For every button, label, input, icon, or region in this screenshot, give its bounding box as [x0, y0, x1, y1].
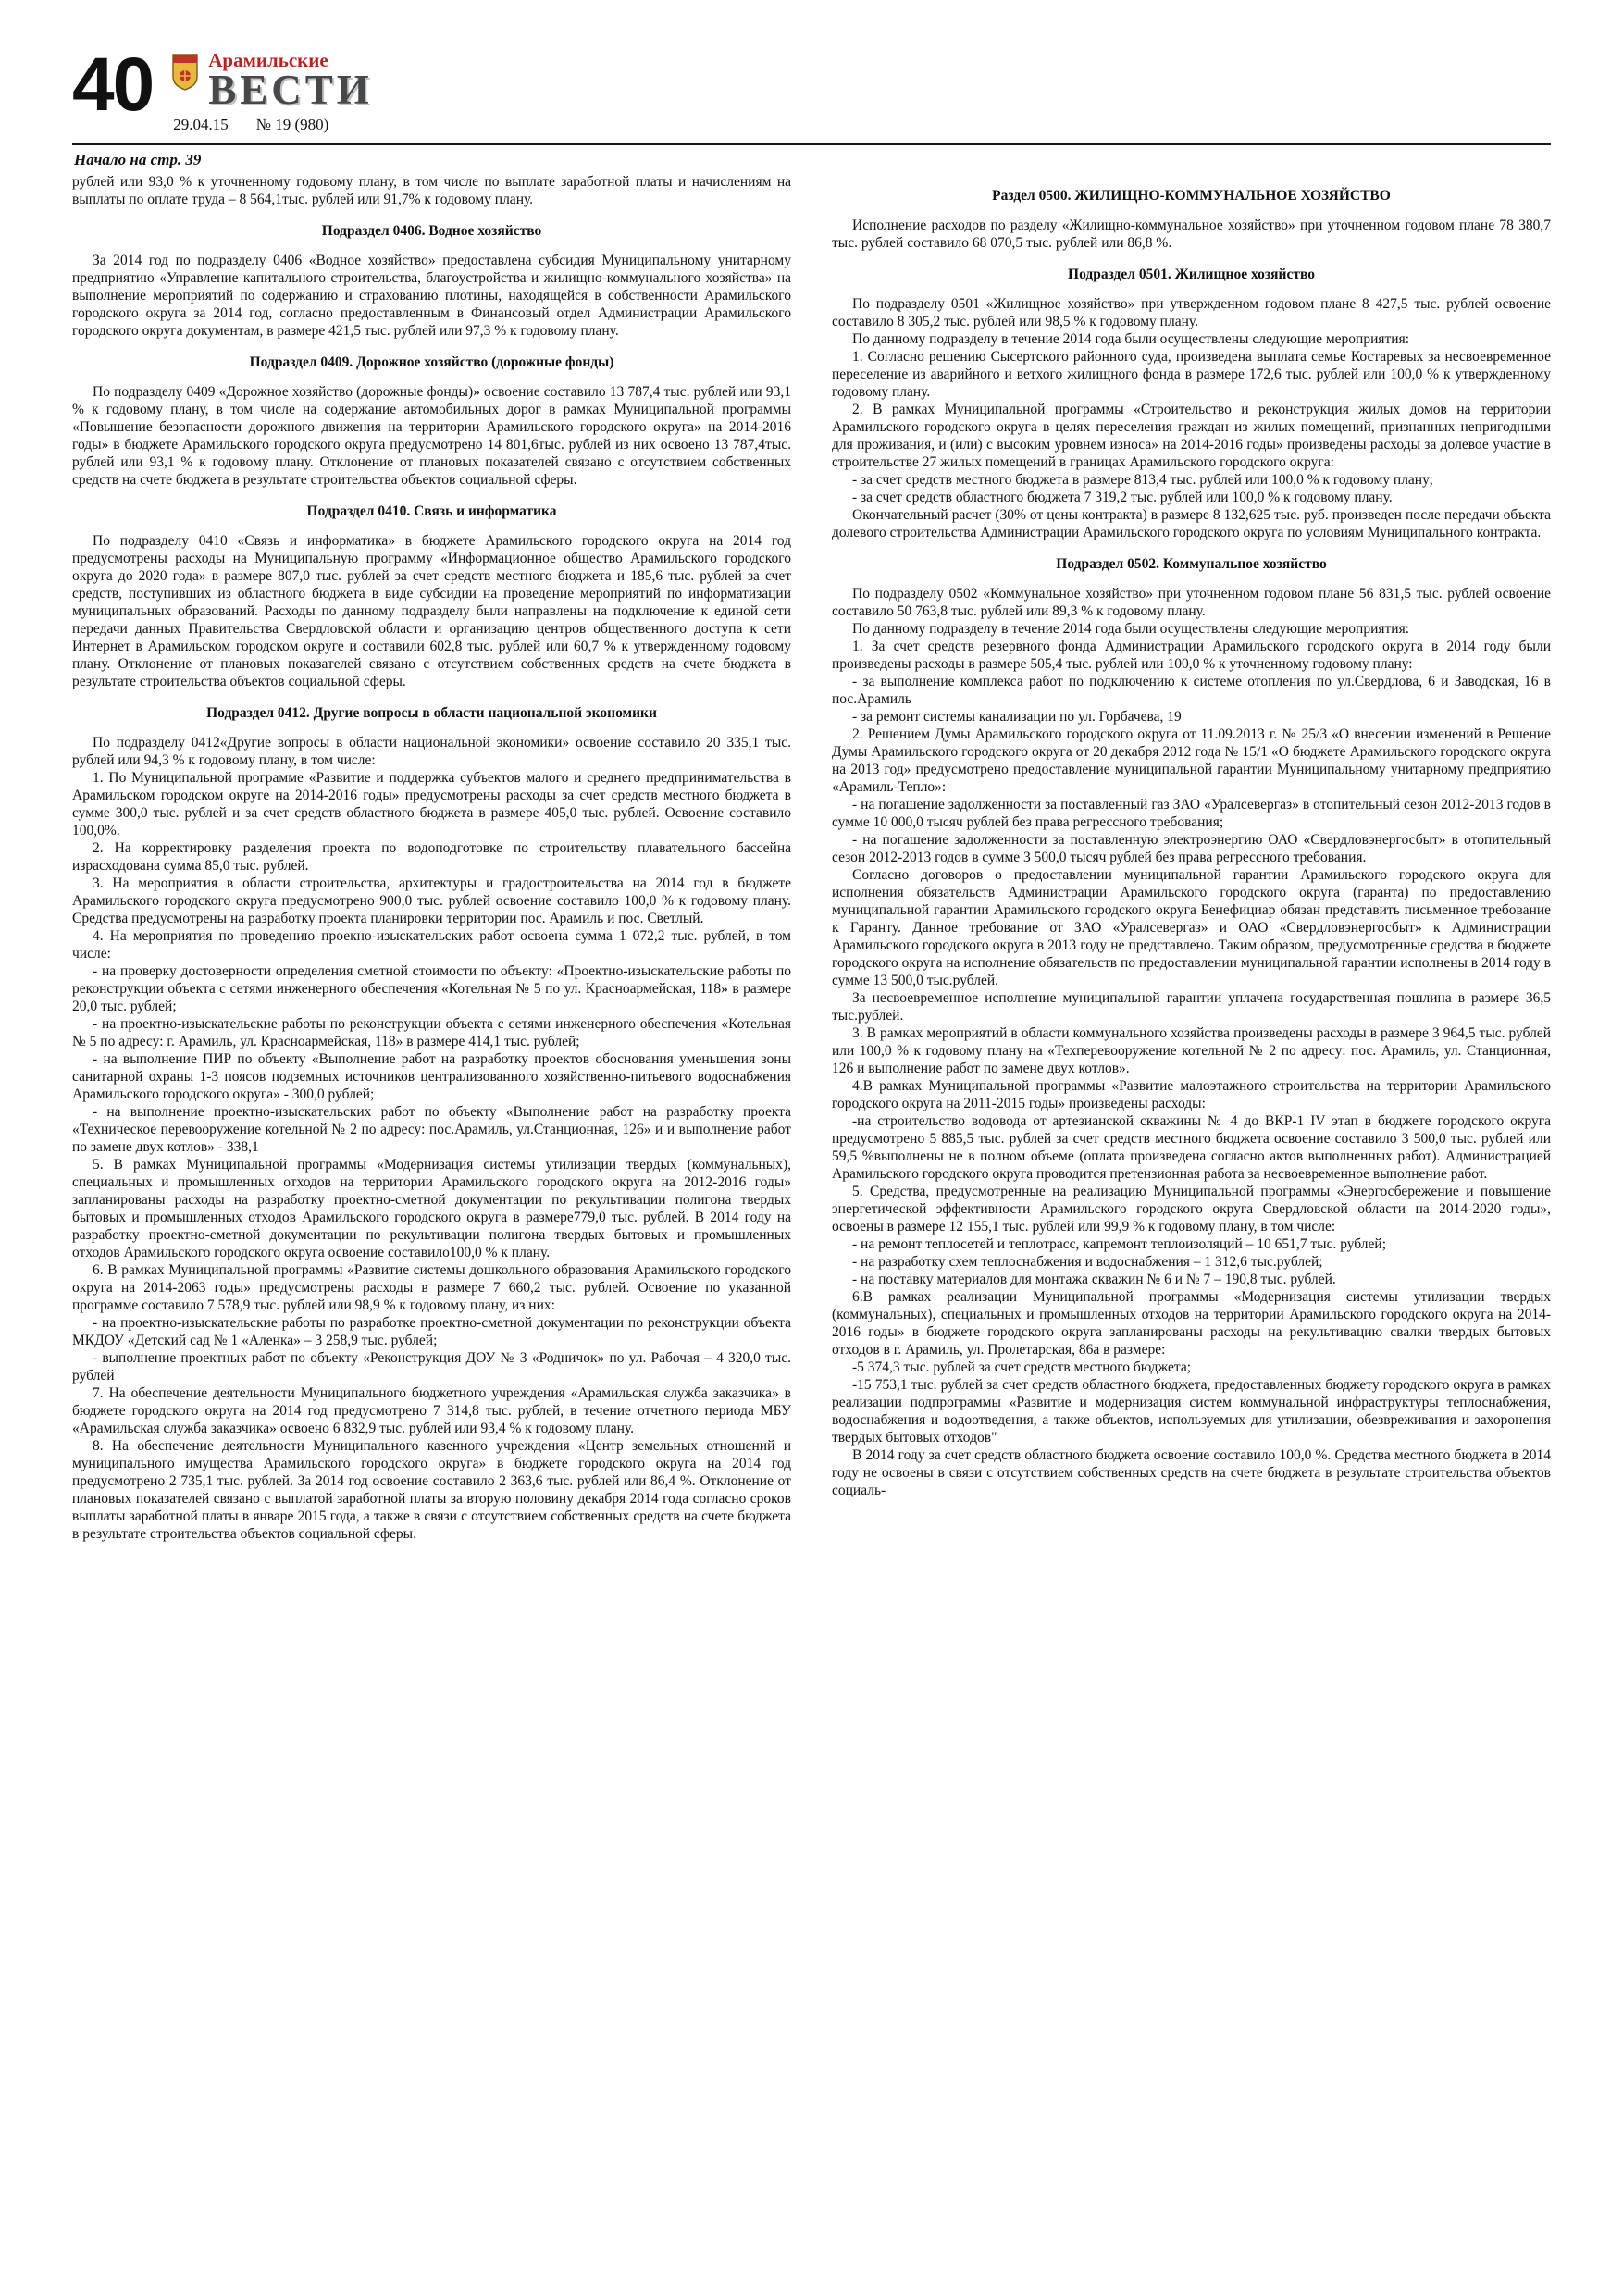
paragraph: 3. В рамках мероприятий в области коммунального хозяйства произведены расходы в размере 3 964,5 тыс. рублей или 100,0 % к годовому плану на «Техперевооружение котельной № 2 по адресу: пос. Арамиль, ул. Станционная, 126 и выполнение работ по замене двух котлов». [832, 1024, 1551, 1076]
paragraph: 1. За счет средств резервного фонда Администрации Арамильского городского округа в 2014 году были произведены расходы в размере 505,4 тыс. рублей или 100,0 % к уточненному годовому плану: [832, 638, 1551, 672]
paragraph: 2. Решением Думы Арамильского городского округа от 11.09.2013 г. № 25/3 «О внесении изменений в Решение Думы Арамильского городского округа от 20 декабря 2012 года № 15/1 «О бюджете Арамильского городского округа на 2013 год» предусмотрено предоставление муниципальной гарантии Муниципальному унитарному предприятию «Арамиль-Тепло»: [832, 726, 1551, 795]
paragraph: За несвоевременное исполнение муниципальной гарантии уплачена государственная пошлина в размере 36,5 тыс.рублей. [832, 989, 1551, 1024]
continuation-note: Начало на стр. 39 [74, 150, 202, 168]
paragraph: - на разработку схем теплоснабжения и водоснабжения – 1 312,6 тыс.рублей; [852, 1253, 1323, 1270]
paragraph: - на проектно-изыскательские работы по реконструкции объекта с сетями инженерного обеспечения «Котельная № 5 по адресу: г. Арамиль, ул. Красноармейская, 118» в размере 414,1 тыс. рублей; [72, 1015, 791, 1049]
section-heading: Раздел 0500. ЖИЛИЩНО-КОММУНАЛЬНОЕ ХОЗЯЙСТВО [992, 187, 1391, 204]
paragraph: 1. По Муниципальной программе «Развитие и поддержка субъектов малого и среднего предпринимательства в Арамильском городском округе на 2014-2016 годы» предусмотрены расходы за счет средств местного бюджета в сумме 300,0 тыс. рублей и за счет средств областного бюджета в размере 405,0 тыс. рублей. Освоение составило 100,0%. [72, 769, 791, 838]
masthead-text [208, 49, 373, 114]
left-column [72, 173, 791, 1543]
paragraph: 8. На обеспечение деятельности Муниципального казенного учреждения «Центр земельных отношений и муниципального имущества Арамильского городского округа» в бюджете городского округа на 2014 год предусмотрено 2 735,1 тыс. рублей. За 2014 год освоение составило 2 363,6 тыс. рублей или 86,4 %. Отклонение от плановых показателей связано с выплатой заработной платы за вторую половину декабря 2014 года согласно сроков выплаты заработной платы в январе 2015 года, а также в связи с отсутствием собственных средств на счете бюджета в результате строительства объектов социальной сферы. [72, 1437, 791, 1542]
paragraph: Согласно договоров о предоставлении муниципальной гарантии Арамильского городского округа для исполнения обязательств Администрации Арамильского городского округа (гаранта) по предоставлению муниципальной гарантии Арамильского городского округа Бенефициар обязан представить письменное требование к Гаранту. Данное требование от ЗАО «Уралсевергаз» и ОАО «Свердловэнергосбыт» к Администрации Арамильского городского округа в 2013 году не представлено. Таким образом, предусмотренные средства в бюджете городского округа на исполнение обязательств по предоставлении муниципальной гарантии исполнены в 2014 году в сумме 13 500,0 тыс.рублей. [832, 866, 1551, 988]
paragraph: Исполнение расходов по разделу «Жилищно-коммунальное хозяйство» при уточненном годовом плане 78 380,7 тыс. рублей составило 68 070,5 тыс. рублей или 86,8 %. [832, 217, 1551, 251]
page-header [72, 28, 1551, 169]
paragraph: 5. В рамках Муниципальной программы «Модернизация системы утилизации твердых (коммунальных), специальных и промышленных отходов на территории Арамильского городского округа на 2012-2016 годы» запланированы расходы на разработку проектно-сметной документации по рекультивации полигона твердых бытовых и промышленных отходов Арамильского городского округа в размере779,0 тыс. рублей. В 2014 году на разработку проектно-сметной документации по рекультивации полигона твердых бытовых и промышленных отходов Арамильского городского округа освоение составило100,0 % к плану. [72, 1156, 791, 1260]
header-divider [72, 143, 1551, 145]
paragraph: - выполнение проектных работ по объекту «Реконструкция ДОУ № 3 «Родничок» по ул. Рабочая – 4 320,0 тыс. рублей [72, 1349, 791, 1384]
paragraph: 2. На корректировку разделения проекта по водоподготовке по строительству плавательного бассейна израсходована сумма 85,0 тыс. рублей. [72, 839, 791, 874]
paragraph: 4.В рамках Муниципальной программы «Развитие малоэтажного строительства на территории Арамильского городского округа на 2011-2015 годы» произведены расходы: [832, 1077, 1551, 1111]
paragraph: По подразделу 0409 «Дорожное хозяйство (дорожные фонды)» освоение составило 13 787,4 тыс. рублей или 93,1 % к годовому плану, в том числе на содержание автомобильных дорог в рамках Муниципальной программы «Повышение безопасности дорожного движения на территории Арамильского городского округа» на 2014-2016 годы» в бюджете Арамильского городского округа предусмотрено 14 801,6тыс. рублей из них освоено 13 787,4тыс. рублей или 93,1 % к годовому плану. Отклонение от плановых показателей связано с отсутствием собственных средств на счете бюджета в результате строительства объектов социальной сферы. [72, 383, 791, 488]
paragraph: - на проектно-изыскательские работы по разработке проектно-сметной документации по реконструкции объекта МКДОУ «Детский сад № 1 «Аленка» – 3 258,9 тыс. рублей; [72, 1314, 791, 1348]
paragraph: По подразделу 0502 «Коммунальное хозяйство» при уточненном годовом плане 56 831,5 тыс. рублей освоение составило 50 763,8 тыс. рублей или 89,3 % к годовому плану. [832, 585, 1551, 619]
paragraph: 7. На обеспечение деятельности Муниципального бюджетного учреждения «Арамильская служба заказчика» в бюджете городского округа на 2014 год предусмотрено 7 314,8 тыс. рублей, в течение отчетного периода МБУ «Арамильская служба заказчика» освоено 6 832,9 тыс. рублей или 93,4 % к годовому плану. [72, 1384, 791, 1436]
masthead-title: ВЕСТИ [208, 67, 373, 114]
paragraph: - на выполнение ПИР по объекту «Выполнение работ на разработку проектов обоснования уменьшения зоны санитарной охраны 1-3 поясов подземных источников централизованного хозяйственно-питьевого водоснабжения Арамильского городского округа» - 300,0 рублей; [72, 1050, 791, 1102]
paragraph: 3. На мероприятия в области строительства, архитектуры и градостроительства на 2014 год в бюджете Арамильского городского округа предусмотрено 900,0 тыс. рублей освоение составило 100,0 % к годовому плану. Средства предусмотрены на разработку проекта планировки территории пос. Арамиль и пос. Светлый. [72, 875, 791, 926]
paragraph: По подразделу 0410 «Связь и информатика» в бюджете Арамильского городского округа на 2014 год предусмотрены расходы на Муниципальную программу «Информационное общество Арамильского городского округа до 2020 года» в размере 807,0 тыс. рублей за счет средств местного бюджета и 185,6 тыс. рублей за счет средств, поступивших из областного бюджета в виде субсидии на проведение мероприятий по информатизации муниципальных образований. Расходы по данному подразделу были направлены на подключение к единой сети передачи данных Правительства Свердловской области и организацию центров общественного доступа к сети Интернет в Арамильском городском округе и составили 602,8 тыс. рублей или 60,7 % к утвержденному годовому плану. Отклонение от плановых показателей связано с отсутствием собственных средств на счете бюджета в результате строительства объектов социальной сферы. [72, 532, 791, 689]
newspaper-brand [171, 50, 373, 134]
section-heading: Подраздел 0412. Другие вопросы в области национальной экономики [206, 704, 657, 721]
paragraph: 1. Согласно решению Сысертского районного суда, произведена выплата семье Костаревых за несвоевременное переселение из аварийного и ветхого жилищного фонда в размере 172,6 тыс. рублей или 100,0 % к утвержденному годовому плану. [832, 348, 1551, 400]
paragraph: - на поставку материалов для монтажа скважин № 6 и № 7 – 190,8 тыс. рублей. [852, 1271, 1336, 1287]
section-heading: Подраздел 0501. Жилищное хозяйство [1068, 266, 1315, 282]
paragraph: 6. В рамках Муниципальной программы «Развитие системы дошкольного образования Арамильского городского округа на 2014-2063 годы» предусмотрены расходы в размере 7 660,2 тыс. рублей. Освоение по указанной программе составило 7 578,9 тыс. рублей или 98,9 % к годовому плану, из них: [72, 1261, 791, 1313]
section-heading: Подраздел 0406. Водное хозяйство [321, 222, 542, 239]
paragraph: 2. В рамках Муниципальной программы «Строительство и реконструкция жилых домов на территории Арамильского городского округа в целях переселения граждан из жилых помещений, признанных непригодными для проживания, и (или) с высоким уровнем износа» на 2014-2016 годы» произведены расходы за долевое участие в строительстве 27 жилых помещений в границах Арамильского городского округа: [832, 401, 1551, 470]
paragraph: По данному подразделу в течение 2014 года были осуществлены следующие мероприятия: [852, 330, 1410, 347]
paragraph: За 2014 год по подразделу 0406 «Водное хозяйство» предоставлена субсидия Муниципальному унитарному предприятию «Управление капитального строительства, благоустройства и жилищно-коммунального хозяйства» на выполнение мероприятий по содержанию и страхованию плотины, находящейся в собственности Арамильского городского округа за 2014 год, согласно предоставленным в Финансовый отдел Администрации Арамильского городского округа документам, в размере 421,5 тыс. рублей или 97,3 % к годовому плану. [72, 252, 791, 339]
right-column [832, 173, 1551, 1543]
section-heading: Подраздел 0410. Связь и информатика [306, 503, 557, 519]
paragraph: 5. Средства, предусмотренные на реализацию Муниципальной программы «Энергосбережение и повышение энергетической эффективности Арамильского городского округа Свердловской области на 2014-2020 годы», освоены в размере 12 155,1 тыс. рублей или 99,9 % к годовому плану, в том числе: [832, 1183, 1551, 1235]
paragraph: В 2014 году за счет средств областного бюджета освоение составило 100,0 %. Средства местного бюджета в 2014 году не освоены в связи с отсутствием собственных средств на счете бюджета в результате строительства объектов социаль- [832, 1446, 1551, 1498]
paragraph: Окончательный расчет (30% от цены контракта) в размере 8 132,625 тыс. руб. произведен после передачи объекта долевого строительства Администрации Арамильского городского округа по условиям Муниципального контракта. [832, 506, 1551, 540]
paragraph: 4. На мероприятия по проведению проекно-изыскательских работ освоена сумма 1 072,2 тыс. рублей, в том числе: [72, 927, 791, 962]
paragraph: По данному подразделу в течение 2014 года были осуществлены следующие мероприятия: [852, 620, 1410, 637]
paragraph: - на погашение задолженности за поставленную электроэнергию ОАО «Свердловэнергосбыт» в отопительный сезон 2012-2013 годов в сумме 3 500,0 тысяч рублей без права регрессного требования. [832, 831, 1551, 865]
paragraph: - за выполнение комплекса работ по подключению к системе отопления по ул.Свердлова, 6 и Заводская, 16 в пос.Арамиль [832, 673, 1551, 707]
paragraph: - на проверку достоверности определения сметной стоимости по объекту: «Проектно-изыскательские работы по реконструкции объекта с сетями инженерного обеспечения «Котельная № 5 по ул. Красноармейская, 118» в размере 20,0 тыс. рублей; [72, 962, 791, 1014]
paragraph: 6.В рамках реализации Муниципальной программы «Модернизация системы утилизации твердых (коммунальных), специальных и промышленных отходов на территории Арамильского городского округа на 2014-2016 годы» в бюджете городского округа запланированы расходы на рекультивацию свалки твердых бытовых отходов в г. Арамиль, ул. Пролетарская, 86а в размере: [832, 1288, 1551, 1358]
page-number: 40 [72, 43, 154, 127]
issue-date: 29.04.15 [173, 115, 229, 133]
paragraph: - на погашение задолженности за поставленный газ ЗАО «Уралсевергаз» в отопительный сезон 2012-2013 годов в сумме 10 000,0 тысяч рублей без права регрессного требования; [832, 796, 1551, 830]
paragraph: - на ремонт теплосетей и теплотрасс, капремонт теплоизоляций – 10 651,7 тыс. рублей; [852, 1235, 1387, 1252]
paragraph: рублей или 93,0 % к уточненному годовому плану, в том числе по выплате заработной платы и начислениям на выплаты по оплате труда – 8 564,1тыс. рублей или 91,7% к годовому плану. [72, 173, 791, 207]
section-heading: Подраздел 0502. Коммунальное хозяйство [1056, 555, 1327, 572]
masthead-city: Арамильские [208, 49, 328, 71]
paragraph: - за счет средств областного бюджета 7 319,2 тыс. рублей или 100,0 % к годовому плану. [852, 489, 1393, 505]
paragraph: -на строительство водовода от артезианской скважины № 4 до ВКР-1 IV этап в бюджете городского округа предусмотрено 5 885,5 тыс. рублей за счет средств местного бюджета освоение составило 3 500,0 тыс. рублей или 59,5 %выполнены не в полном объеме (оплата произведена согласно актов выполненных работ). Администрацией Арамильского городского округа проводится претензионная работа за несвоевременное выполнение работ. [832, 1112, 1551, 1182]
paragraph: - за ремонт системы канализации по ул. Горбачева, 19 [852, 708, 1182, 725]
section-heading: Подраздел 0409. Дорожное хозяйство (дорожные фонды) [249, 354, 614, 370]
paragraph: По подразделу 0501 «Жилищное хозяйство» при утвержденном годовом плане 8 427,5 тыс. рублей освоение составило 8 305,2 тыс. рублей или 98,5 % к годовому плану. [832, 295, 1551, 329]
paragraph: -15 753,1 тыс. рублей за счет средств областного бюджета, предоставленных бюджету городского округа в рамках реализации подпрограммы «Развитие и модернизация систем коммунальной инфраструктуры теплоснабжения, водоснабжения и водоотведения, а также объектов, используемых для утилизации, обезвреживания и захоронения твердых бытовых отходов" [832, 1376, 1551, 1446]
paragraph: - за счет средств местного бюджета в размере 813,4 тыс. рублей или 100,0 % к годовому плану; [852, 471, 1433, 488]
article-body [72, 173, 1551, 1543]
coat-of-arms-icon [171, 54, 199, 95]
paragraph: По подразделу 0412«Другие вопросы в области национальной экономики» освоение составило 20 335,1 тыс. рублей или 94,3 % к годовому плану, в том числе: [72, 734, 791, 768]
paragraph: - на выполнение проектно-изыскательских работ по объекту «Выполнение работ на разработку проекта «Техническое перевооружение котельной № 2 по адресу: пос.Арамиль, ул.Станционная, 126» и и выполнение работ по замене двух котлов» - 338,1 [72, 1103, 791, 1155]
issue-info [171, 116, 373, 134]
paragraph: -5 374,3 тыс. рублей за счет средств местного бюджета; [852, 1359, 1192, 1375]
masthead [72, 28, 1551, 134]
issue-number: № 19 (980) [255, 115, 329, 133]
